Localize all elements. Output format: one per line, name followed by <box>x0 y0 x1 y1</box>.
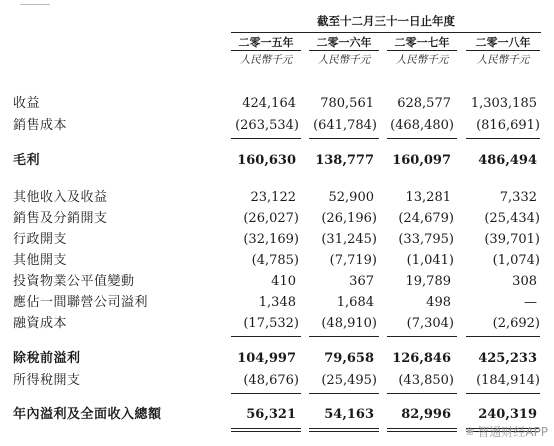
value-2017: 19,789 <box>405 274 451 289</box>
value-2015: (32,169) <box>243 232 299 247</box>
column-year-2018: 二零一八年 <box>475 36 531 49</box>
column-unit-2016: 人民幣千元 <box>317 54 371 66</box>
subtotal-rule-2017 <box>387 138 457 139</box>
subtotal-rule-2018 <box>466 336 540 337</box>
value-2015: (26,027) <box>243 211 299 226</box>
row-label: 所得稅開支 <box>13 373 81 388</box>
table-row-other-income <box>0 187 554 209</box>
period-header: 截至十二月三十一日止年度 <box>317 14 455 28</box>
table-row-revenue <box>0 93 554 115</box>
value-2016: 780,561 <box>320 96 374 111</box>
value-2015: (48,676) <box>243 373 299 388</box>
value-2015: 56,321 <box>246 407 296 422</box>
watermark-text: 智通财经APP <box>477 425 548 439</box>
column-unit-2018: 人民幣千元 <box>476 54 530 66</box>
value-2018: 425,233 <box>478 351 537 366</box>
subtotal-rule-2016 <box>309 393 379 394</box>
value-2015: (4,785) <box>251 253 299 268</box>
row-label: 收益 <box>13 96 41 111</box>
subtotal-rule-2018 <box>466 393 540 394</box>
value-2016: 138,777 <box>315 153 374 168</box>
column-year-2015: 二零一五年 <box>238 36 294 49</box>
subtotal-rule-2018 <box>466 138 540 139</box>
row-label: 投資物業公平值變動 <box>13 274 135 289</box>
table-row-income-tax <box>0 370 554 392</box>
row-label: 融資成本 <box>13 316 68 331</box>
value-2015: 410 <box>271 274 296 289</box>
value-2015: 1,348 <box>258 295 296 310</box>
value-2018: 7,332 <box>499 190 537 205</box>
value-2017: (468,480) <box>390 118 454 133</box>
table-row-admin-expenses <box>0 229 554 251</box>
subtotal-rule-2017 <box>387 393 457 394</box>
table-row-gross-profit <box>0 150 554 172</box>
row-label: 銷售及分銷開支 <box>13 211 108 226</box>
row-label: 其他開支 <box>13 253 68 268</box>
paw-icon: ❀ <box>465 425 475 438</box>
row-label: 除稅前溢利 <box>13 351 81 366</box>
total-double-rule-2017 <box>387 428 457 432</box>
value-2015: 23,122 <box>250 190 296 205</box>
table-row-investment-property-fv <box>0 271 554 293</box>
value-2016: (26,196) <box>321 211 377 226</box>
value-2018: 1,303,185 <box>470 96 537 111</box>
value-2017: 126,846 <box>392 351 451 366</box>
column-unit-2017: 人民幣千元 <box>395 54 449 66</box>
total-double-rule-2015 <box>231 428 301 432</box>
value-2017: (24,679) <box>398 211 454 226</box>
value-2015: 104,997 <box>237 351 296 366</box>
column-rule-2017 <box>387 50 457 51</box>
value-2015: (17,532) <box>243 316 299 331</box>
value-2017: 13,281 <box>405 190 451 205</box>
value-2016: 54,163 <box>324 407 374 422</box>
table-row-share-of-associate <box>0 292 554 314</box>
value-2017: (33,795) <box>398 232 454 247</box>
value-2016: (7,719) <box>329 253 377 268</box>
column-year-2017: 二零一七年 <box>394 36 450 49</box>
value-2017: 628,577 <box>397 96 451 111</box>
value-2018: (1,074) <box>492 253 540 268</box>
value-2018: (2,692) <box>492 316 540 331</box>
table-row-other-expenses <box>0 250 554 272</box>
value-2017: 160,097 <box>392 153 451 168</box>
value-2016: 52,900 <box>328 190 374 205</box>
value-2018: (184,914) <box>476 373 540 388</box>
value-2018: 240,319 <box>478 407 537 422</box>
value-2018: (25,434) <box>484 211 540 226</box>
value-2016: (25,495) <box>321 373 377 388</box>
column-rule-2015 <box>231 50 301 51</box>
table-row-cost-of-sales <box>0 115 554 137</box>
subtotal-rule-2015 <box>231 138 301 139</box>
subtotal-rule-2017 <box>387 336 457 337</box>
row-label: 毛利 <box>13 153 41 168</box>
column-unit-2015: 人民幣千元 <box>239 54 293 66</box>
row-label: 應佔一間聯營公司溢利 <box>13 295 149 310</box>
row-label: 其他收入及收益 <box>13 190 108 205</box>
value-2016: (641,784) <box>313 118 377 133</box>
column-rule-2016 <box>309 50 379 51</box>
total-double-rule-2016 <box>309 428 379 432</box>
column-rule-2018 <box>466 50 540 51</box>
value-2015: (263,534) <box>235 118 299 133</box>
row-label: 年內溢利及全面收入總額 <box>13 407 162 422</box>
table-row-selling-expenses <box>0 208 554 230</box>
watermark <box>465 423 548 440</box>
period-header-rule <box>231 32 541 33</box>
value-2018: 308 <box>512 274 537 289</box>
value-2015: 424,164 <box>242 96 296 111</box>
value-2017: (43,850) <box>398 373 454 388</box>
table-row-finance-costs <box>0 313 554 335</box>
subtotal-rule-2016 <box>309 138 379 139</box>
value-2017: (1,041) <box>406 253 454 268</box>
cropped-heading-fragment <box>20 0 50 5</box>
subtotal-rule-2015 <box>231 393 301 394</box>
value-2017: 82,996 <box>401 407 451 422</box>
row-label: 銷售成本 <box>13 118 68 133</box>
value-2016: 79,658 <box>324 351 374 366</box>
value-2015: 160,630 <box>237 153 296 168</box>
column-year-2016: 二零一六年 <box>316 36 372 49</box>
value-2016: 1,684 <box>336 295 374 310</box>
value-2016: 367 <box>349 274 374 289</box>
value-2017: 498 <box>426 295 451 310</box>
value-2016: (48,910) <box>321 316 377 331</box>
value-2018: (816,691) <box>476 118 540 133</box>
value-2018: 486,494 <box>478 153 537 168</box>
subtotal-rule-2016 <box>309 336 379 337</box>
value-2018: — <box>524 295 537 310</box>
value-2017: (7,304) <box>406 316 454 331</box>
subtotal-rule-2015 <box>231 336 301 337</box>
value-2016: (31,245) <box>321 232 377 247</box>
value-2018: (39,701) <box>484 232 540 247</box>
table-row-profit-before-tax <box>0 348 554 370</box>
row-label: 行政開支 <box>13 232 68 247</box>
